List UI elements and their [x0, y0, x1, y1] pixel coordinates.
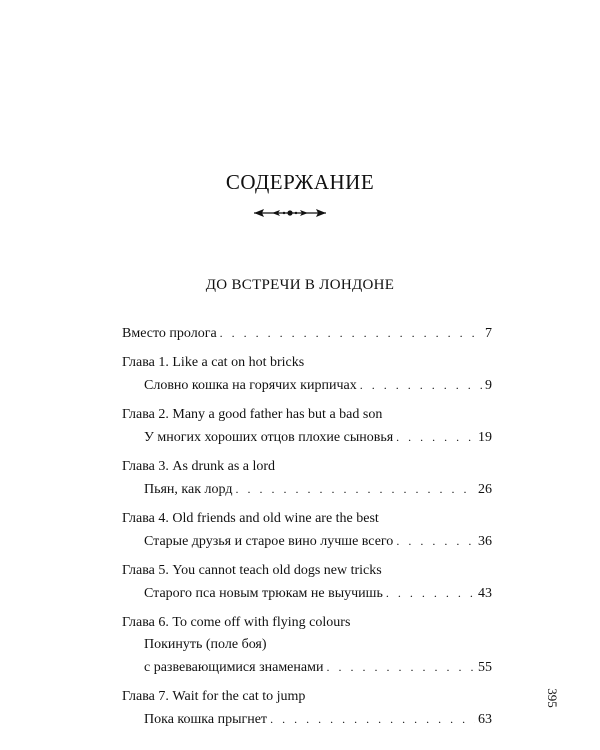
chapter-subtitle: Покинуть (поле боя): [144, 637, 267, 652]
toc-page-number: 19: [478, 430, 492, 445]
toc-entry-prologue: [122, 322, 492, 348]
chapter-subtitle: Словно кошка на горячих кирпичах: [144, 378, 357, 393]
toc-entry-chapter-7: [122, 686, 492, 730]
chapter-subtitle: Старого пса новым трюкам не выучишь: [144, 586, 383, 601]
chapter-title: Глава 5. You cannot teach old dogs new tricks: [122, 563, 382, 578]
chapter-title: Глава 7. Wait for the cat to jump: [122, 689, 306, 704]
dot-leader: [360, 374, 482, 396]
chapter-title: Глава 2. Many a good father has but a bad son: [122, 407, 383, 422]
toc-page-number: 36: [478, 534, 492, 549]
toc-page-number: 43: [478, 586, 492, 601]
page-title: СОДЕРЖАНИЕ: [225, 170, 375, 194]
toc-entry-text: Вместо пролога: [122, 326, 217, 341]
ornament-divider: [250, 207, 330, 219]
toc-entry-chapter-6: [122, 612, 492, 678]
dot-leader: [326, 656, 475, 678]
chapter-title: Глава 3. As drunk as a lord: [122, 459, 276, 474]
toc-page-number: 55: [478, 660, 492, 675]
dot-leader: [270, 708, 475, 730]
dot-leader: [396, 530, 475, 552]
toc-page-number: 7: [485, 326, 492, 341]
section-heading: ДО ВСТРЕЧИ В ЛОНДОНЕ: [205, 277, 395, 293]
toc-page-number: 63: [478, 712, 492, 727]
table-of-contents: [122, 322, 492, 730]
chapter-subtitle: Пока кошка прыгнет: [144, 712, 268, 727]
toc-page-number: 9: [485, 378, 492, 393]
toc-entry-chapter-3: [122, 456, 492, 500]
dot-leader: [396, 426, 475, 448]
dot-leader: [235, 478, 475, 500]
chapter-title: Глава 1. Like a cat on hot bricks: [122, 355, 305, 370]
chapter-subtitle: Пьян, как лорд: [144, 482, 233, 497]
chapter-subtitle: У многих хороших отцов плохие сыновья: [144, 430, 394, 445]
toc-entry-chapter-5: [122, 560, 492, 604]
dot-leader: [220, 322, 482, 344]
dot-leader: [386, 582, 475, 604]
toc-page-number: 26: [478, 482, 492, 497]
chapter-title: Глава 6. To come off with flying colours: [122, 615, 351, 630]
chapter-subtitle: с развевающимися знаменами: [144, 660, 324, 675]
chapter-title: Глава 4. Old friends and old wine are the best: [122, 511, 379, 526]
toc-entry-chapter-2: [122, 404, 492, 448]
page-number: 395: [544, 688, 560, 708]
toc-entry-chapter-4: [122, 508, 492, 552]
toc-entry-chapter-1: [122, 352, 492, 396]
chapter-subtitle: Старые друзья и старое вино лучше всего: [144, 534, 394, 549]
